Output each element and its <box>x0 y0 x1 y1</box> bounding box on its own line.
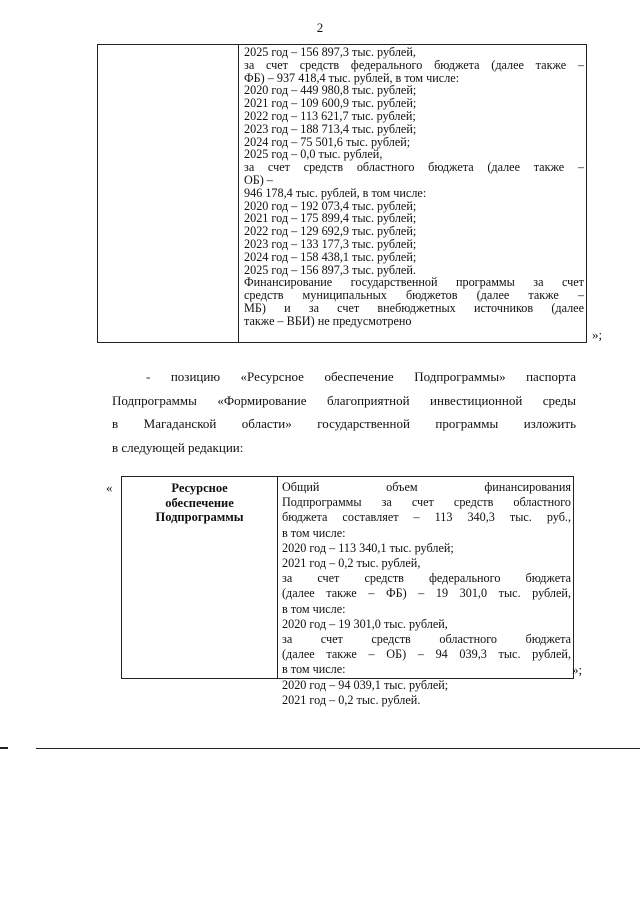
table-line: за счет средств федерального бюджета (далее также – <box>244 57 584 72</box>
table-line: 2024 год – 158 438,1 тыс. рублей; <box>244 249 417 264</box>
table-line: 2025 год – 156 897,3 тыс. рублей. <box>244 262 416 277</box>
resource-provision-table <box>121 476 574 707</box>
table-line: 2021 год – 175 899,4 тыс. рублей; <box>244 211 417 226</box>
table-line: средств муниципальных бюджетов (далее также – <box>244 288 584 303</box>
table-line: за счет средств областного бюджета <box>282 632 571 647</box>
table-line: Общий объем финансирования <box>282 480 571 494</box>
table-right-column <box>244 46 584 328</box>
table-line: 2024 год – 75 501,6 тыс. рублей; <box>244 134 411 149</box>
table-line: 946 178,4 тыс. рублей, в том числе: <box>244 185 427 200</box>
margin-mark <box>0 747 8 749</box>
paragraph-line: Подпрограммы «Формирование благоприятной инвестиционной среды <box>112 392 576 408</box>
table-line: 2020 год – 192 073,4 тыс. рублей; <box>244 198 417 213</box>
heading-line: Подпрограммы <box>155 510 244 524</box>
table-line: 2025 год – 156 897,3 тыс. рублей, <box>244 45 416 59</box>
closing-quote: »; <box>592 327 603 342</box>
table-line: 2025 год – 0,0 тыс. рублей, <box>244 147 383 162</box>
table-line: МБ) и за счет внебюджетных источников (далее <box>244 300 584 315</box>
table-line: 2022 год – 129 692,9 тыс. рублей; <box>244 224 417 239</box>
table-line: бюджета составляет – 113 340,3 тыс. руб., <box>282 510 571 525</box>
heading-line: обеспечение <box>165 495 234 510</box>
footer-rule <box>36 748 640 749</box>
table-line: Финансирование государственной программы за счет <box>244 275 584 290</box>
table-line: за счет средств областного бюджета (далее также – <box>244 160 584 175</box>
page-number: 2 <box>316 20 324 35</box>
table-line: (далее также – ФБ) – 19 301,0 тыс. рублей, <box>282 586 571 601</box>
table-line: 2021 год – 0,2 тыс. рублей. <box>282 692 421 707</box>
table-line: за счет средств федерального бюджета <box>282 571 571 586</box>
table-line: (далее также – ОБ) – 94 039,3 тыс. рублей, <box>282 647 571 662</box>
paragraph-line: - позицию «Ресурсное обеспечение Подпрограммы» паспорта <box>146 369 576 384</box>
opening-quote: « <box>106 480 113 495</box>
table-line: 2020 год – 94 039,1 тыс. рублей; <box>282 677 449 692</box>
table-left-column-empty <box>98 45 239 342</box>
heading-line: Ресурсное <box>171 481 228 495</box>
table-line: в том числе: <box>282 525 346 540</box>
table-line: 2021 год – 0,2 тыс. рублей, <box>282 556 421 571</box>
table-line: 2020 год – 449 980,8 тыс. рублей; <box>244 83 417 98</box>
table-line: в том числе: <box>282 662 346 677</box>
table-line: 2023 год – 133 177,3 тыс. рублей; <box>244 236 417 251</box>
table-line: 2022 год – 113 621,7 тыс. рублей; <box>244 108 416 123</box>
table-content-cell <box>282 480 571 708</box>
table-line: в том числе: <box>282 601 346 616</box>
table-line: ОБ) – <box>244 172 273 187</box>
table-line: 2023 год – 188 713,4 тыс. рублей; <box>244 121 417 136</box>
closing-quote: »; <box>572 662 583 677</box>
amendment-paragraph <box>112 365 576 459</box>
table-line: 2020 год – 113 340,1 тыс. рублей; <box>282 540 454 555</box>
paragraph-line: в следующей редакции: <box>112 439 244 455</box>
table-heading-cell <box>122 477 278 678</box>
paragraph-line: в Магаданской области» государственной программы изложить <box>112 416 576 431</box>
table-line: также – ВБИ) не предусмотрено <box>244 313 412 328</box>
table-line: 2021 год – 109 600,9 тыс. рублей; <box>244 96 417 111</box>
table-line: 2020 год – 19 301,0 тыс. рублей, <box>282 616 448 631</box>
table-line: ФБ) – 937 418,4 тыс. рублей, в том числе: <box>244 70 460 85</box>
funding-table-continued <box>97 44 587 343</box>
table-line: Подпрограммы за счет средств областного <box>282 495 571 510</box>
